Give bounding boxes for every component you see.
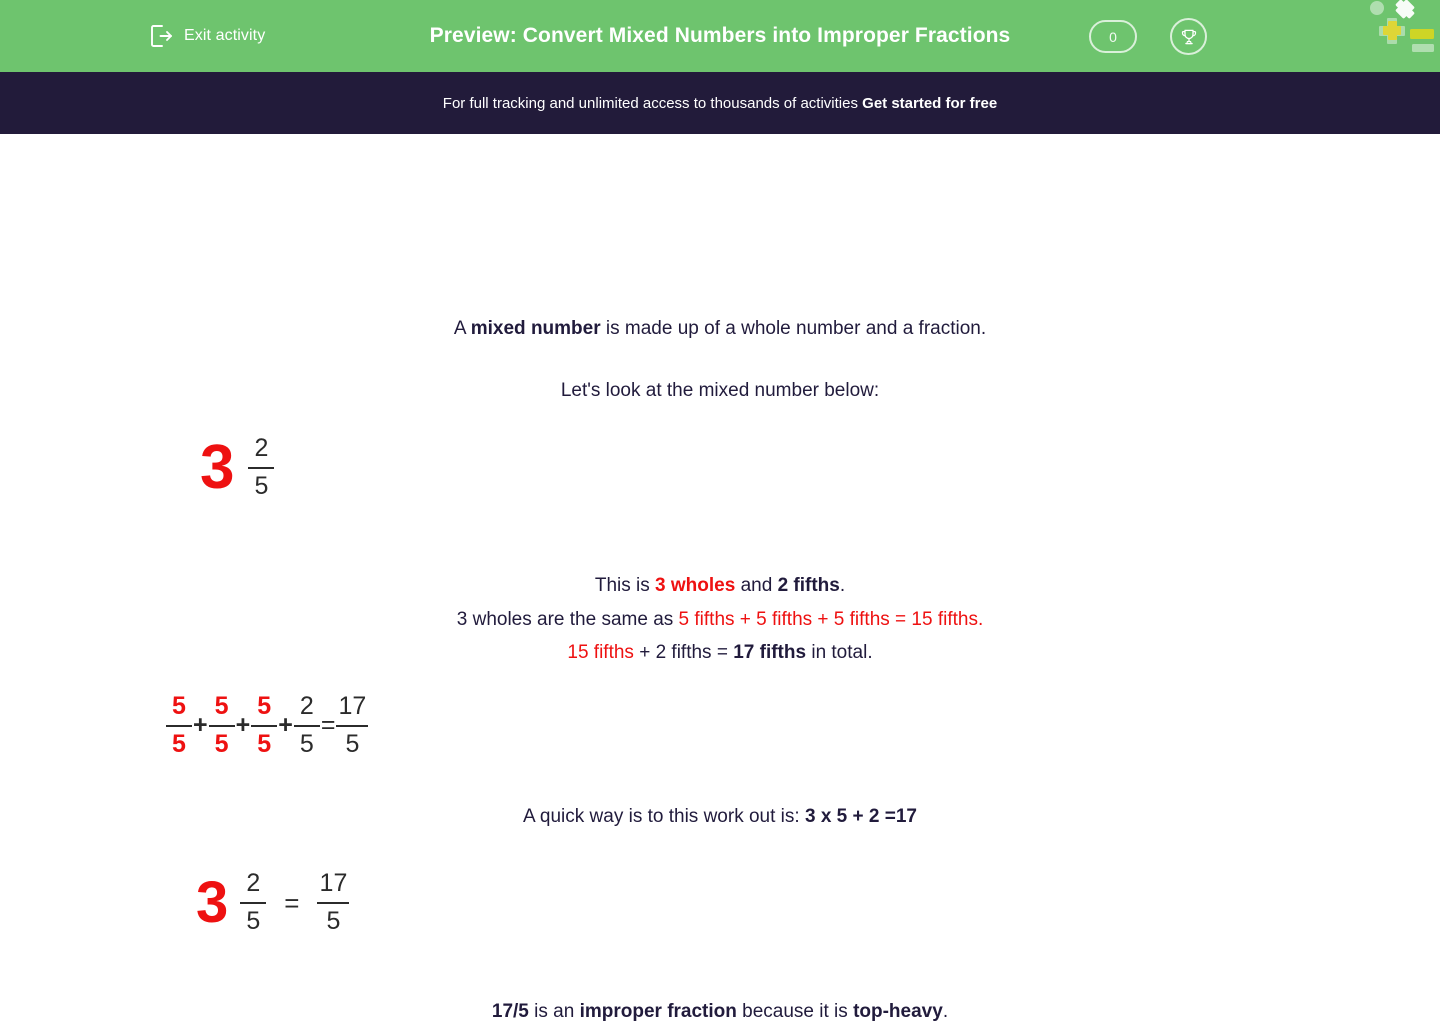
sum-fraction-4 <box>294 692 320 759</box>
expl1-part-1: This is <box>594 575 656 596</box>
fraction-bar <box>166 725 192 727</box>
bottom-part-3: . <box>942 1001 949 1022</box>
mixed-whole-number: 3 <box>200 432 235 502</box>
final-result-numerator: 17 <box>319 869 348 897</box>
mixed-number-display <box>200 434 274 501</box>
bottom-bold-1: 17/5 <box>491 1001 529 1022</box>
quickway-part-1: A quick way is to this work out is: <box>523 806 805 827</box>
final-mixed-fraction <box>240 869 266 936</box>
sum-f4-denominator: 5 <box>299 729 314 758</box>
fraction-bar <box>251 725 277 727</box>
final-equals-sign: = <box>284 887 300 918</box>
sum-result-denominator: 5 <box>345 729 360 758</box>
sum-fraction-1 <box>166 692 192 759</box>
sum-f1-denominator: 5 <box>172 729 186 758</box>
sum-f3-numerator: 5 <box>257 692 272 720</box>
expl2-part-2: . <box>977 608 984 630</box>
activity-content <box>0 134 1440 1022</box>
sum-f1-numerator: 5 <box>172 692 186 720</box>
sum-operator-3: + <box>278 711 293 739</box>
bottom-part-2: because it is <box>736 1001 854 1022</box>
promo-message: For full tracking and unlimited access to thousands of activities <box>442 94 858 112</box>
fraction-sum-row <box>166 692 368 759</box>
expl1-red-bold: 3 wholes <box>655 575 736 596</box>
app-header <box>0 0 1440 72</box>
intro-line-1 <box>0 316 1440 342</box>
bottom-bold-2: improper fraction <box>579 1001 737 1022</box>
sum-operator-2: + <box>235 711 251 739</box>
sum-f2-numerator: 5 <box>214 692 229 720</box>
fraction-bar <box>336 725 368 727</box>
expl1-part-3: . <box>839 575 846 596</box>
expl3-red: 15 fifths <box>567 642 634 664</box>
quickway-bold: 3 x 5 + 2 =17 <box>804 806 917 827</box>
expl3-part-1: + 2 fifths = <box>633 642 734 664</box>
sum-result-fraction <box>336 692 368 759</box>
promo-text <box>443 95 997 112</box>
final-result-fraction <box>317 869 349 936</box>
sum-result-numerator: 17 <box>338 692 367 720</box>
exit-activity-label: Exit activity <box>184 27 266 44</box>
sum-f2-denominator: 5 <box>214 729 229 758</box>
fraction-bar <box>317 902 349 904</box>
sum-equals-sign: = <box>320 711 336 739</box>
intro-1-part-2: is made up of a whole number and a fraction. <box>600 318 987 339</box>
fraction-bar <box>294 725 320 727</box>
quick-way-line <box>0 804 1440 830</box>
final-equation <box>196 869 349 936</box>
expl1-part-2: and <box>735 575 778 596</box>
explanation-line-3 <box>0 640 1440 666</box>
fraction-bar <box>209 725 235 727</box>
expl2-red: 5 fifths + 5 fifths + 5 fifths = 15 fifths <box>678 608 978 630</box>
score-value: 0 <box>1109 28 1117 45</box>
score-badge[interactable] <box>1089 20 1137 53</box>
expl1-bold: 2 fifths <box>777 575 840 596</box>
fraction-bar <box>248 467 274 469</box>
fraction-bar <box>240 902 266 904</box>
explanation-line-1 <box>0 573 1440 599</box>
page-title: Preview: Convert Mixed Numbers into Improper Fractions <box>429 24 1011 47</box>
sum-f4-numerator: 2 <box>299 692 314 720</box>
intro-1-part-1: A <box>453 318 471 339</box>
sum-operator-1: + <box>193 711 208 739</box>
expl2-part-1: 3 wholes are the same as <box>456 608 679 630</box>
bottom-line <box>0 999 1440 1025</box>
get-started-link[interactable]: Get started for free <box>862 94 998 112</box>
explanation-line-2 <box>0 607 1440 633</box>
intro-1-bold: mixed number <box>470 318 601 339</box>
sum-fraction-3 <box>251 692 277 759</box>
expl3-part-2: in total. <box>806 642 873 664</box>
final-whole-number: 3 <box>196 869 229 935</box>
expl3-bold: 17 fifths <box>733 642 807 664</box>
intro-line-2: Let's look at the mixed number below: <box>560 380 880 401</box>
promo-banner <box>0 72 1440 134</box>
trophy-button[interactable] <box>1170 18 1207 55</box>
mixed-numerator: 2 <box>254 434 269 462</box>
mixed-fraction <box>248 434 274 501</box>
sum-f3-denominator: 5 <box>257 729 272 758</box>
final-result-denominator: 5 <box>326 906 341 935</box>
sum-fraction-2 <box>209 692 235 759</box>
trophy-icon <box>1179 27 1199 47</box>
bottom-part-1: is an <box>528 1001 580 1022</box>
mixed-denominator: 5 <box>254 471 269 500</box>
bottom-bold-3: top-heavy <box>853 1001 943 1022</box>
final-denominator: 5 <box>246 906 261 935</box>
final-numerator: 2 <box>246 869 261 897</box>
explanation-block <box>0 573 1440 674</box>
